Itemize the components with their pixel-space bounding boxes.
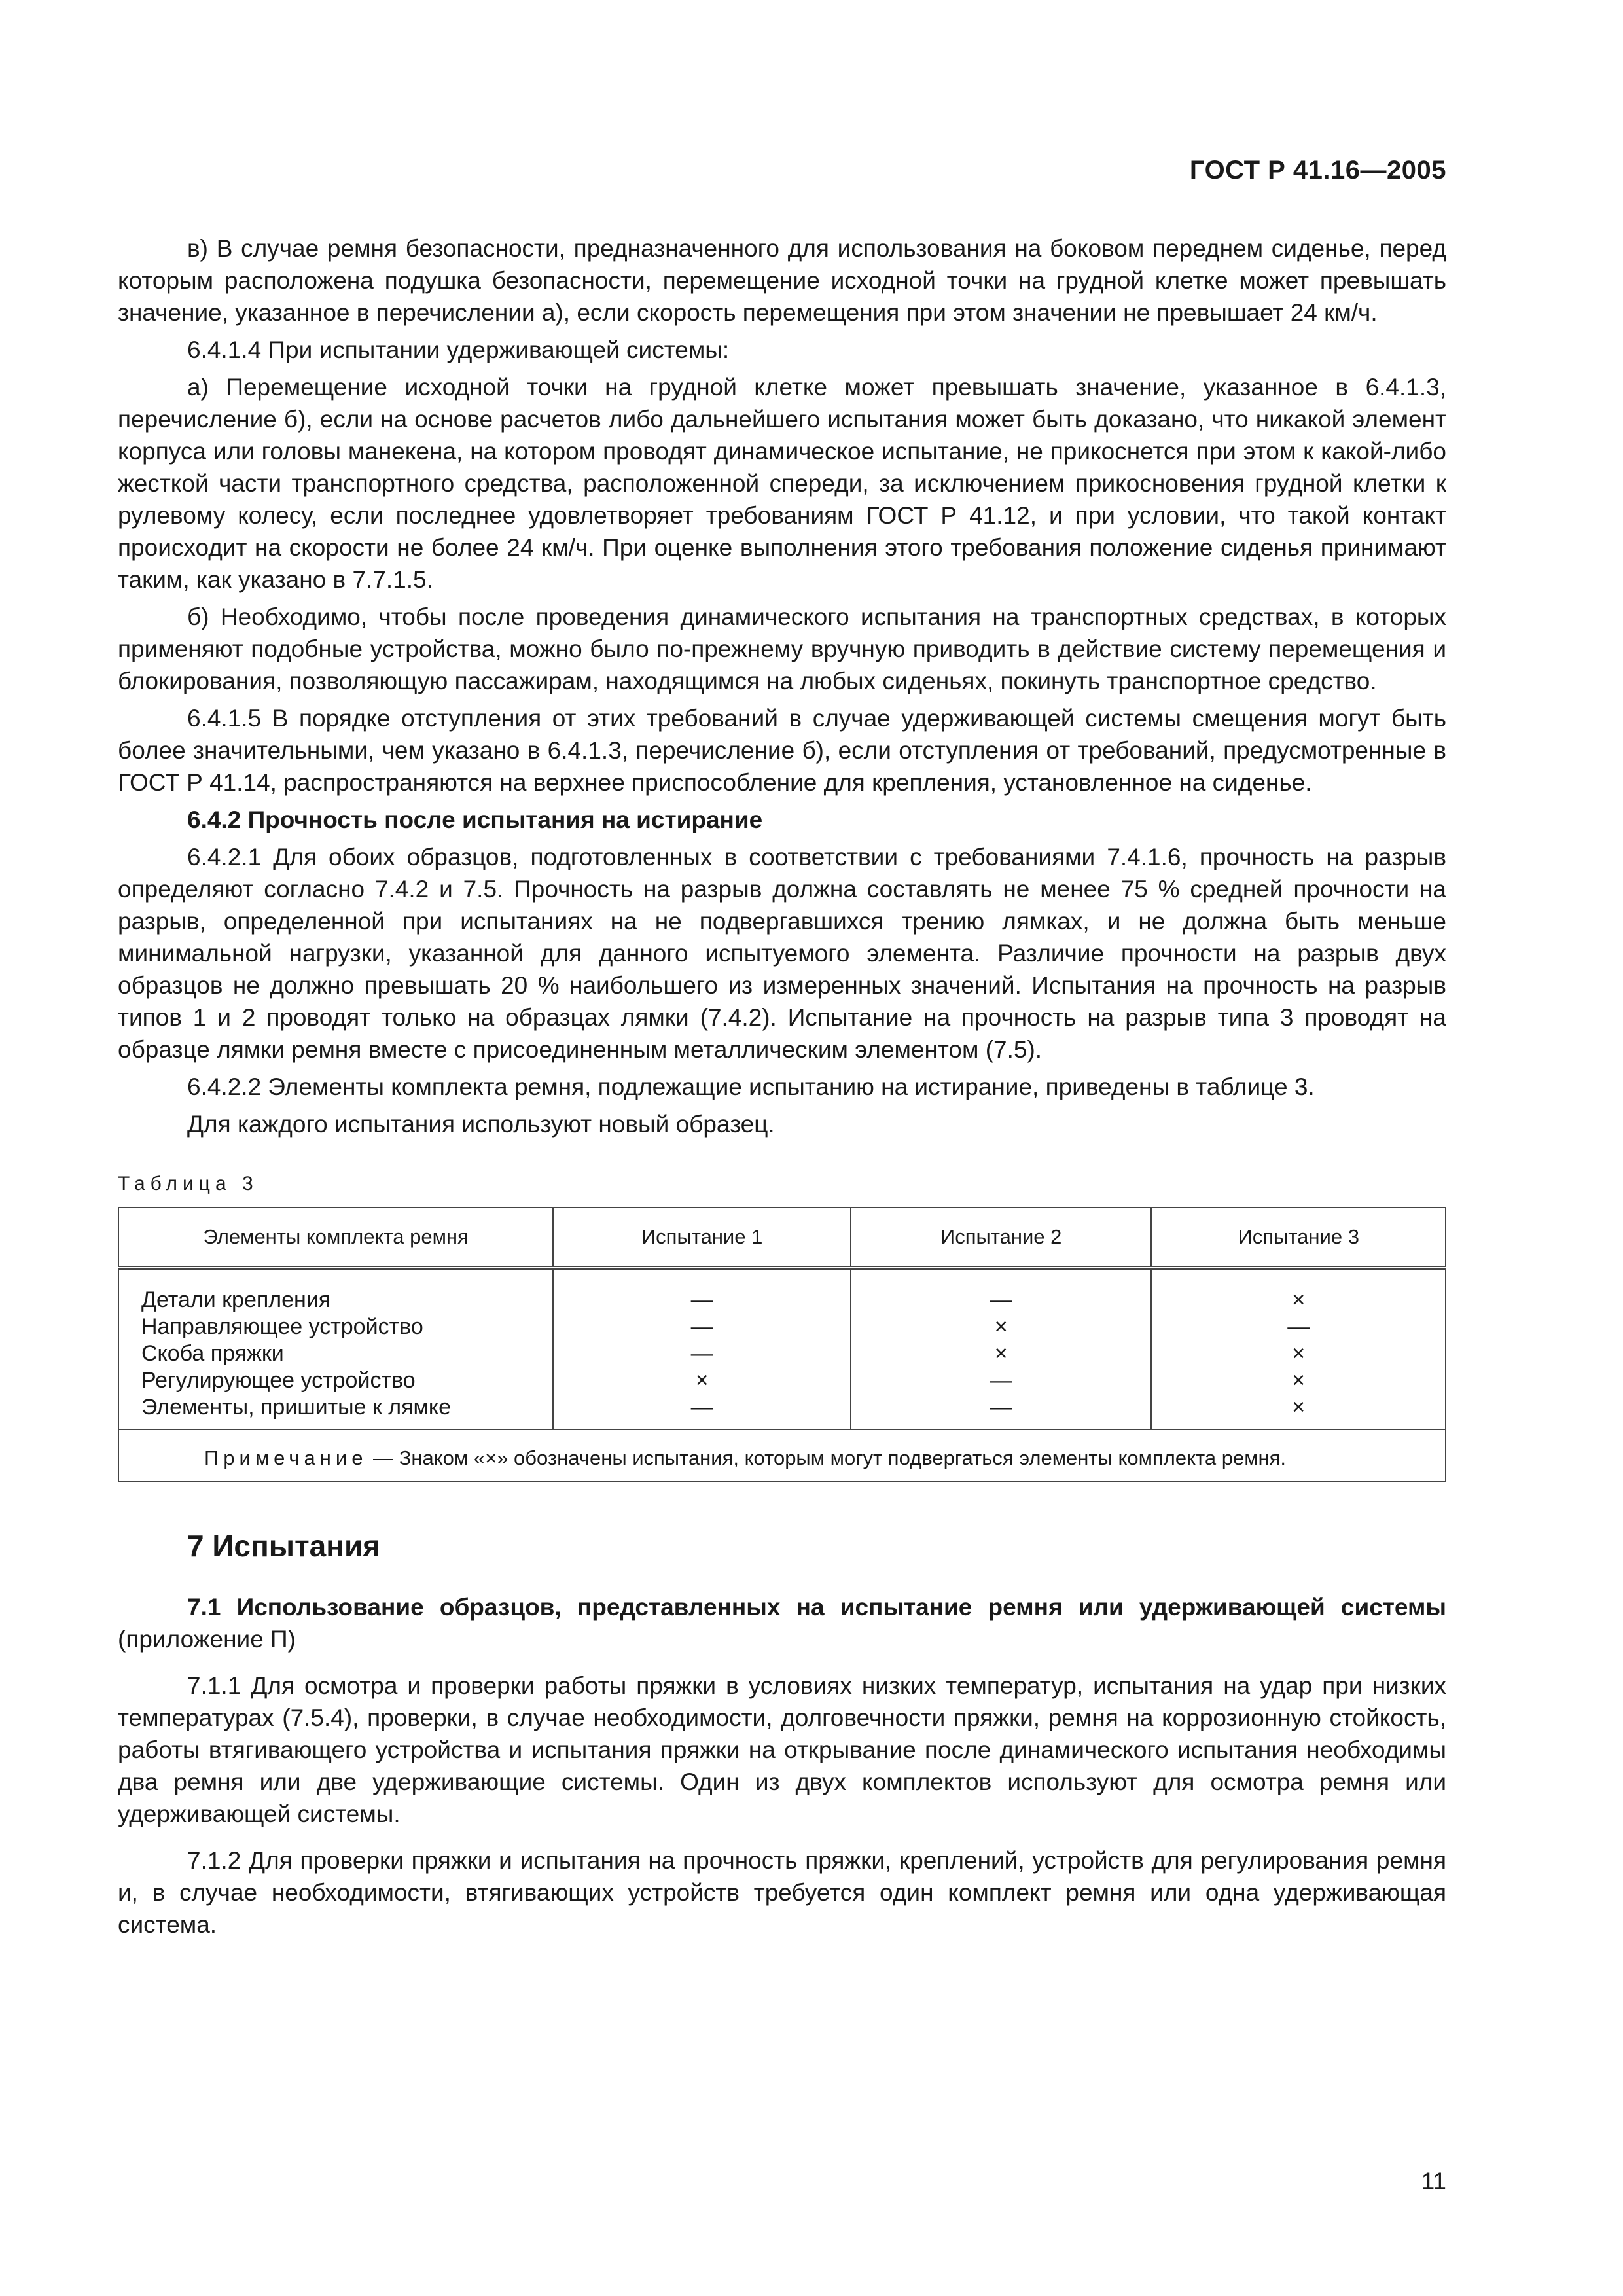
table-cell-test-1: —: [553, 1394, 851, 1429]
table-cell-test-1: —: [553, 1340, 851, 1367]
table-cell-test-3: ×: [1151, 1268, 1446, 1314]
paragraph-712: 7.1.2 Для проверки пряжки и испытания на прочность пряжки, креплений, устройств для регулирования ремня и, в случае необходимости, втягивающих устройств требуется один комплект ремня или одна удерживающая система.: [118, 1847, 1446, 1938]
table-cell-test-2: ×: [851, 1314, 1152, 1340]
section-7-title: 7 Испытания: [187, 1529, 381, 1563]
table-cell-test-3: ×: [1151, 1367, 1446, 1394]
paragraph-6421: 6.4.2.1 Для обоих образцов, подготовленных в соответствии с требованиями 7.4.1.6, прочность на разрыв определяют согласно 7.4.2 и 7.5. Прочность на разрыв должна составлять не менее 75 % средней прочности на разрыв, определенной при испытаниях на не подвергавшихся трению лямках, и не должна быть меньше минимальной нагрузки, указанной для данного испытуемого элемента. Различие прочности на разрыв двух образцов не должно превышать 20 % наибольшего из измеренных значений. Испытания на прочность на разрыв типов 1 и 2 проводят только на образцах лямки (7.4.2). Испытание на прочность на разрыв типа 3 проводят на образце лямки ремня вместе с присоединенным металлическим элементом (7.5).: [118, 844, 1446, 1063]
page-number: 11: [1421, 2168, 1446, 2195]
paragraph-v: в) В случае ремня безопасности, предназначенного для использования на боковом переднем сиденье, перед которым расположена подушка безопасности, перемещение исходной точки на грудной клетке может превышать значение, указанное в перечислении а), если скорость перемещения при этом значении не превышает 24 км/ч.: [118, 235, 1446, 326]
table-header-row: [118, 1208, 1446, 1268]
column-header-test-3: Испытание 3: [1151, 1208, 1446, 1268]
column-header-test-1: Испытание 1: [553, 1208, 851, 1268]
table-cell-test-2: —: [851, 1268, 1152, 1314]
table-cell-test-1: —: [553, 1314, 851, 1340]
table-cell-element: Элементы, пришитые к лямке: [118, 1394, 553, 1429]
paragraph-6415: 6.4.1.5 В порядке отступления от этих требований в случае удерживающей системы смещения могут быть более значительными, чем указано в 6.4.1.3, перечисление б), если отступления от требований, предусмотренные в ГОСТ Р 41.14, распространяются на верхнее приспособление для крепления, установленное на сиденье.: [118, 705, 1446, 796]
paragraph-6422: 6.4.2.2 Элементы комплекта ремня, подлежащие испытанию на истирание, приведены в таблице 3.: [187, 1073, 1315, 1100]
heading-71: [118, 1591, 1446, 1655]
table-cell-element: Детали крепления: [118, 1268, 553, 1314]
heading-71-rest: (приложение П): [118, 1626, 296, 1653]
table-cell-test-3: ×: [1151, 1394, 1446, 1429]
paragraph-new-sample: Для каждого испытания используют новый образец.: [187, 1111, 775, 1138]
table-cell-test-3: —: [1151, 1314, 1446, 1340]
table-cell-test-1: ×: [553, 1367, 851, 1394]
paragraph-711: 7.1.1 Для осмотра и проверки работы пряжки в условиях низких температур, испытания на удар при низких температурах (7.5.4), проверки, в случае необходимости, долговечности пряжки, ремня на коррозионную стойкость, работы втягивающего устройства и испытания пряжки на открывание после динамического испытания необходимы два ремня или две удерживающие системы. Один из двух комплектов используют для осмотра ремня или удерживающей системы.: [118, 1672, 1446, 1827]
table-note-row: [118, 1429, 1446, 1482]
table-row: [118, 1314, 1446, 1340]
paragraph-6414: 6.4.1.4 При испытании удерживающей системы:: [187, 336, 730, 363]
heading-71-bold: 7.1 Использование образцов, представленных на испытание ремня или удерживающей системы: [187, 1594, 1446, 1621]
paragraph-6414-b: б) Необходимо, чтобы после проведения динамического испытания на транспортных средствах, в которых применяют подобные устройства, можно было по-прежнему вручную приводить в действие систему перемещения и блокирования, позволяющую пассажирам, находящимся на любых сиденьях, покинуть транспортное средство.: [118, 603, 1446, 694]
table-row: [118, 1340, 1446, 1367]
table-cell-test-3: ×: [1151, 1340, 1446, 1367]
table-cell-element: Регулирующее устройство: [118, 1367, 553, 1394]
table-cell-element: Направляющее устройство: [118, 1314, 553, 1340]
document-page: [118, 0, 1446, 2296]
table-row: [118, 1268, 1446, 1314]
table-row: [118, 1394, 1446, 1429]
table-3: [118, 1207, 1446, 1482]
table-caption: Таблица 3: [118, 1173, 259, 1194]
table-cell-test-2: —: [851, 1367, 1152, 1394]
table-cell-test-1: —: [553, 1268, 851, 1314]
table-cell-test-2: —: [851, 1394, 1152, 1429]
table-cell-test-2: ×: [851, 1340, 1152, 1367]
paragraph-6414-a: а) Перемещение исходной точки на грудной клетке может превышать значение, указанное в 6.4.1.3, перечисление б), если на основе расчетов либо дальнейшего испытания может быть доказано, что никакой элемент корпуса или головы манекена, на котором проводят динамическое испытание, не прикоснется при этом к какой-либо жесткой части транспортного средства, расположенной спереди, за исключением прикосновения грудной клетки к рулевому колесу, если последнее удовлетворяет требованиям ГОСТ Р 41.12, и при условии, что такой контакт происходит на скорости не более 24 км/ч. При оценке выполнения этого требования положение сиденья принимают таким, как указано в 7.7.1.5.: [118, 374, 1446, 593]
table-row: [118, 1367, 1446, 1394]
document-body: [118, 232, 1446, 1955]
table-note: [118, 1429, 1446, 1482]
document-header: ГОСТ Р 41.16—2005: [1189, 156, 1446, 185]
table-cell-element: Скоба пряжки: [118, 1340, 553, 1367]
note-text: — Знаком «×» обозначены испытания, которым могут подвергаться элементы комплекта ремня.: [367, 1446, 1287, 1469]
column-header-elements: Элементы комплекта ремня: [118, 1208, 553, 1268]
column-header-test-2: Испытание 2: [851, 1208, 1152, 1268]
heading-642: 6.4.2 Прочность после испытания на истирание: [187, 806, 763, 833]
note-label: Примечание: [204, 1446, 368, 1469]
